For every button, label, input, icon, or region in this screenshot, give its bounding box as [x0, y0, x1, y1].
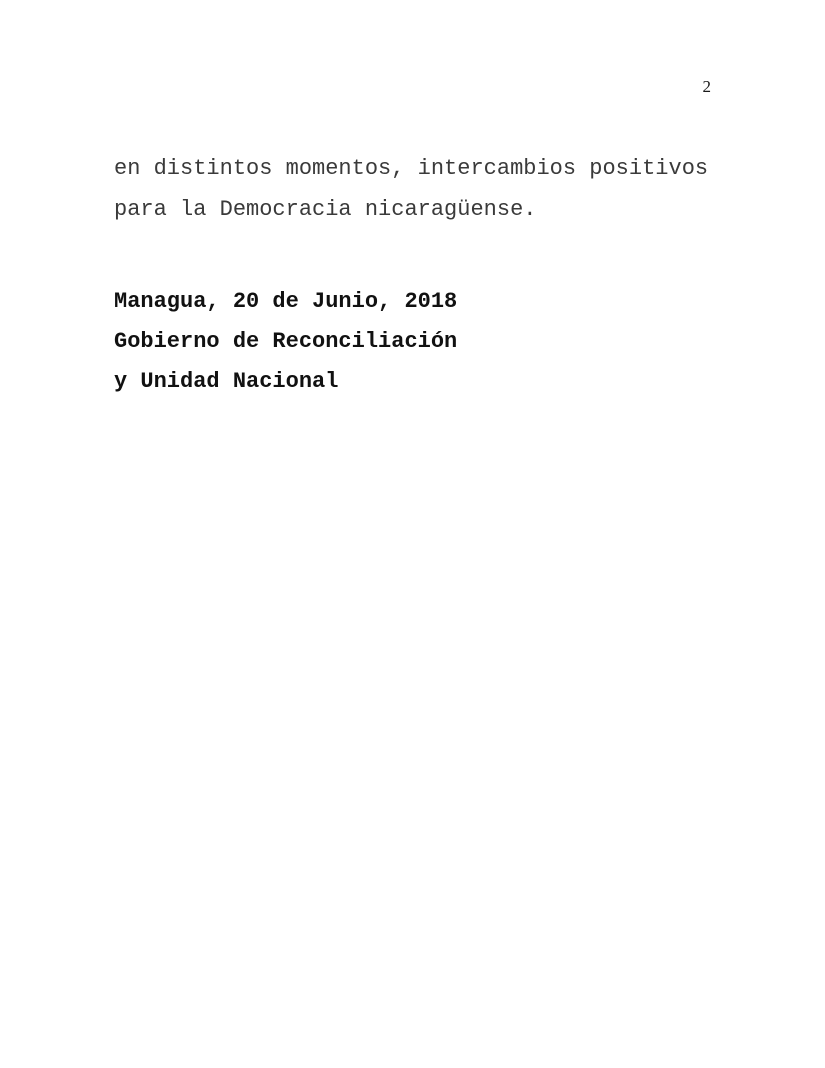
signature-block — [114, 282, 457, 402]
body-line: para la Democracia nicaragüense. — [114, 197, 537, 222]
body-paragraph — [114, 148, 724, 230]
page-number: 2 — [702, 77, 711, 96]
org-name-line-2: y Unidad Nacional — [114, 369, 339, 394]
org-name-line-1: Gobierno de Reconciliación — [114, 329, 458, 354]
place-date: Managua, 20 de Junio, 2018 — [114, 289, 458, 314]
body-line: en distintos momentos, intercambios positivos — [114, 156, 709, 181]
